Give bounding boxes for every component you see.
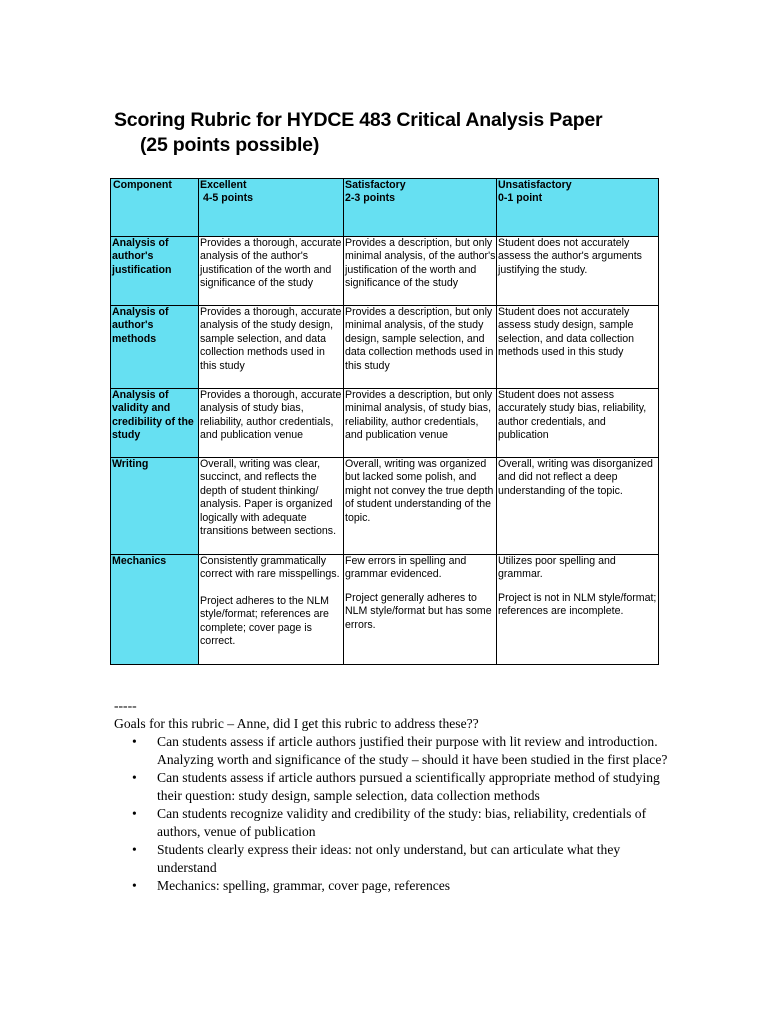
header-excellent-points: 4-5 points: [203, 192, 254, 205]
row-component: Writing: [111, 458, 199, 555]
table-row: [111, 458, 659, 555]
cell-text: Project generally adheres to NLM style/format but has some errors.: [345, 591, 492, 631]
bullet-icon: •: [132, 770, 137, 786]
cell-unsatisfactory: Student does not accurately assess study design, sample selection, and data collection methods used in this study: [497, 306, 659, 389]
bullet-icon: •: [132, 734, 137, 750]
separator-line: -----: [114, 698, 137, 713]
goals-list: [114, 733, 674, 895]
header-excellent-label: Excellent: [200, 179, 247, 191]
cell-unsatisfactory: Overall, writing was disorganized and did not reflect a deep understanding of the topic.: [497, 458, 659, 555]
cell-excellent: Overall, writing was clear, succinct, and reflects the depth of student thinking/ analysis. Paper is organized logically with adequate transitions between sections.: [199, 458, 344, 555]
row-component: Mechanics: [111, 555, 199, 665]
cell-satisfactory: Overall, writing was organized but lacked some polish, and might not convey the true depth of student understanding of the topic.: [344, 458, 497, 555]
cell-excellent: Provides a thorough, accurate analysis of study bias, reliability, author credentials, and publication venue: [199, 389, 344, 458]
header-satisfactory-label: Satisfactory: [345, 179, 406, 191]
title-line-2: (25 points possible): [140, 134, 320, 156]
list-item-text: Can students assess if article authors justified their purpose with lit review and introduction. Analyzing worth and significance of the study – should it have been studied in the first place?: [157, 734, 668, 767]
cell-unsatisfactory: Student does not assess accurately study bias, reliability, author credentials, and publication: [497, 389, 659, 458]
header-unsatisfactory: [497, 179, 659, 237]
cell-satisfactory: Provides a description, but only minimal analysis, of study bias, reliability, author credentials, and publication venue: [344, 389, 497, 458]
bullet-icon: •: [132, 842, 137, 858]
cell-satisfactory: Provides a description, but only minimal analysis, of the author's justification of the worth and significance of the study: [344, 237, 497, 306]
list-item-text: Mechanics: spelling, grammar, cover page, references: [157, 878, 451, 894]
list-item-text: Can students recognize validity and credibility of the study: bias, reliability, credentials of authors, venue of publication: [157, 806, 647, 839]
goals-section: [114, 697, 674, 896]
table-row: [111, 555, 659, 665]
header-satisfactory: [344, 179, 497, 237]
list-item: [114, 769, 674, 804]
list-item: [114, 805, 674, 840]
header-satisfactory-points: 2-3 points: [345, 192, 396, 205]
header-excellent: [199, 179, 344, 237]
document-title: [114, 108, 674, 158]
cell-satisfactory: Provides a description, but only minimal analysis, of the study design, sample selection, and data collection methods used in this study: [344, 306, 497, 389]
list-item: [114, 733, 674, 768]
row-component: Analysis of author's justification: [111, 237, 199, 306]
list-item-text: Can students assess if article authors pursued a scientifically appropriate method of studying their question: study design, sample selection, data collection methods: [157, 770, 660, 803]
table-header-row: [111, 179, 659, 237]
table-row: [111, 306, 659, 389]
table-row: [111, 237, 659, 306]
rubric-table: [110, 178, 659, 665]
cell-excellent: [199, 555, 344, 665]
header-unsatisfactory-label: Unsatisfactory: [498, 179, 572, 191]
list-item: [114, 841, 674, 876]
bullet-icon: •: [132, 878, 137, 894]
row-component: Analysis of validity and credibility of the study: [111, 389, 199, 458]
cell-text: Project is not in NLM style/format; references are incomplete.: [498, 591, 657, 618]
header-component: Component: [111, 179, 199, 237]
cell-text: Utilizes poor spelling and grammar.: [498, 555, 616, 581]
bullet-icon: •: [132, 806, 137, 822]
table-row: [111, 389, 659, 458]
cell-text: Few errors in spelling and grammar evidenced.: [345, 555, 467, 581]
header-unsatisfactory-points: 0-1 point: [498, 192, 543, 205]
cell-unsatisfactory: [497, 555, 659, 665]
cell-excellent: Provides a thorough, accurate analysis of the author's justification of the worth and significance of the study: [199, 237, 344, 306]
title-line-1: Scoring Rubric for HYDCE 483 Critical Analysis Paper: [114, 109, 603, 131]
cell-unsatisfactory: Student does not accurately assess the author's arguments justifying the study.: [497, 237, 659, 306]
goals-intro: Goals for this rubric – Anne, did I get this rubric to address these??: [114, 715, 479, 731]
cell-satisfactory: [344, 555, 497, 665]
row-component: Analysis of author's methods: [111, 306, 199, 389]
cell-text: Consistently grammatically correct with rare misspellings.: [200, 555, 340, 581]
list-item-text: Students clearly express their ideas: not only understand, but can articulate what they understand: [157, 842, 621, 875]
list-item: [114, 877, 674, 895]
cell-excellent: Provides a thorough, accurate analysis of the study design, sample selection, and data collection methods used in this study: [199, 306, 344, 389]
cell-text: Project adheres to the NLM style/format; references are complete; cover page is correct.: [200, 594, 329, 648]
